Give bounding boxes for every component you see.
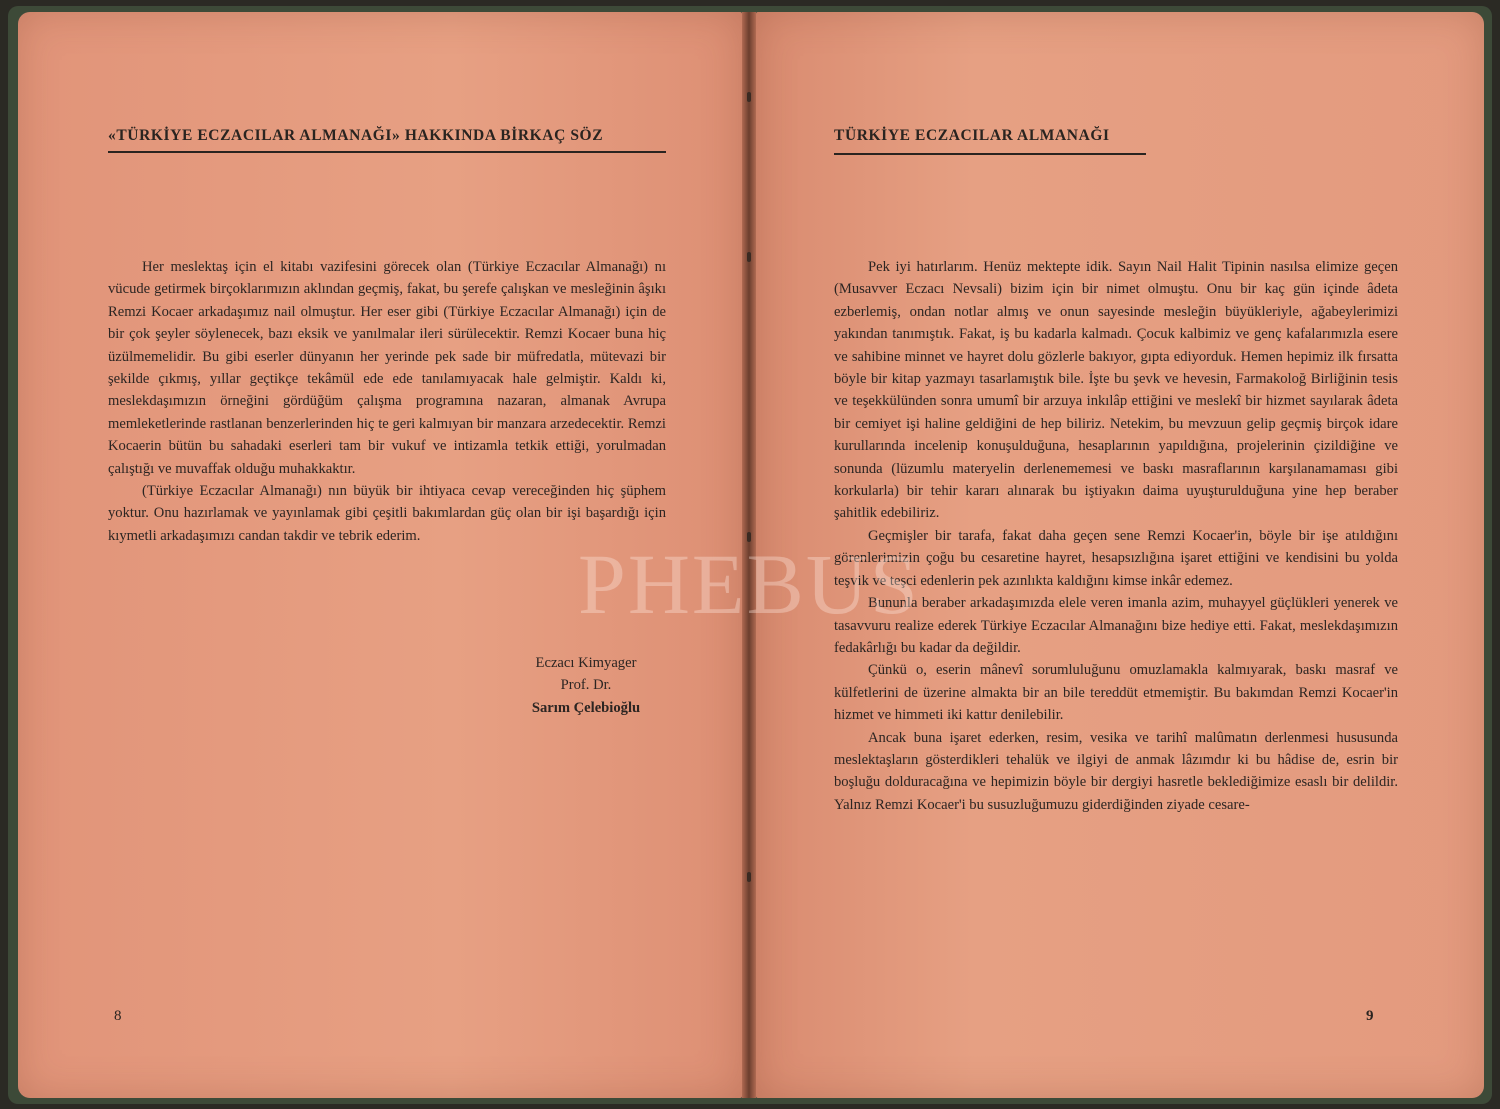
left-paragraph-2: (Türkiye Eczacılar Almanağı) nın büyük bir ihtiyaca cevap vereceğinden hiç şüphem yoktur. Onu hazırlamak ve yayınlamak gibi çeşitli bakımlardan güç olan bir işi başardığı için kıymetli arkadaşımızı candan takdir ve tebrik ederim. — [108, 483, 666, 544]
left-head-rule — [108, 151, 666, 153]
signature-degree: Prof. Dr. — [560, 677, 612, 694]
signature-block — [496, 652, 676, 719]
right-body-text — [834, 256, 1398, 816]
right-head-rule — [834, 153, 1146, 155]
left-page — [18, 12, 742, 1098]
binding-stitch — [747, 532, 751, 542]
phebus-watermark: PHEBUS — [578, 536, 920, 632]
right-paragraph-5: Ancak buna işaret ederken, resim, vesika ve tarihî malûmatın derlenmesi hususunda meslektaşların gösterdikleri tehalük ve ilgiyi de anmak lâzımdır ki bu hâdise de, esrin bir boşluğu dolduracağına ve hepimizin böyle bir dergiyi hasretle beklediğimize esaslı bir delildir. Yalnız Remzi Kocaer'i bu susuzluğumuzu giderdiğinden ziyade cesare- — [834, 729, 1398, 813]
left-paragraph-1: Her meslektaş için el kitabı vazifesini görecek olan (Türkiye Eczacılar Almanağı) nı vücude getirmek birçoklarımızın aklından geçmiş, fakat, bu şerefe çalışkan ve mesleğinin âşıkı Remzi Kocaer arkadaşımız nail olmuştur. Her eser gibi (Türkiye Eczacılar Almanağı) için de bir çok şeyler söylenecek, bazı eksik ve yanılmalar ileri sürülecektir. Remzi Kocaer buna hiç üzülmemelidir. Bu gibi eserler dünyanın her yerinde pek sade bir müfredatla, mütevazi bir şekilde çıkmış, yıllar geçtikçe tekâmül ede ede tanılamıyacak hale gelmiştir. Kaldı ki, meslekdaşımızın örneğini gördüğüm çalışma programına nazaran, almanak Avrupa memleketlerinde rastlanan benzerlerinden hiç te geri kalmıyan bir manzara arzedecektir. Remzi Kocaerin bütün bu sahadaki eserleri tam bir vukuf ve intizamla tetkik ettiği, yorulmadan çalıştığı ve muvaffak olduğu muhakkaktır. — [108, 259, 666, 477]
binding-stitch — [747, 872, 751, 882]
right-running-head: TÜRKİYE ECZACILAR ALMANAĞI — [834, 127, 1110, 144]
binding-stitch — [747, 252, 751, 262]
binding-stitch — [747, 92, 751, 102]
left-body-text — [108, 256, 666, 547]
right-page — [756, 12, 1484, 1098]
signature-title: Eczacı Kimyager — [535, 655, 637, 671]
right-paragraph-3: Bununla beraber arkadaşımızda elele veren imanla azim, muhayyel güçlükleri yenerek ve tasavvuru realize ederek Türkiye Eczacılar Almanağını bize hediye etti. Fakat, meslekdaşımızın fedakârlığı bu kadar da değildir. — [834, 595, 1398, 656]
left-running-head: «TÜRKİYE ECZACILAR ALMANAĞI» HAKKINDA BİRKAÇ SÖZ — [108, 127, 604, 144]
signature-name: Sarım Çelebioğlu — [531, 699, 641, 716]
left-page-number: 8 — [114, 1008, 122, 1024]
book-gutter — [742, 12, 756, 1098]
right-page-number: 9 — [1366, 1008, 1374, 1024]
right-paragraph-1: Pek iyi hatırlarım. Henüz mektepte idik. Sayın Nail Halit Tipinin nasılsa elimize geçen (Musavver Eczacı Nevsali) bizim için bir nimet olmuştu. Onu bir kaç gün içinde âdeta ezberlemiş, ondan notlar almış ve onun sayesinde mesleğin büyükleriyle, ağabeylerimizi yakından tanımıştık. Fakat, iş bu kadarla kalmadı. Çocuk kalbimiz ve genç kafalarımızla esere ve sahibine minnet ve hayret dolu gözlerle bakıyor, gıpta ediyorduk. Hemen hepimiz ilk fırsatta böyle bir kitap yazmayı tasarlamıştık bile. İşte bu şevk ve hevesin, Farmakoloğ Birliğinin tesis ve teşekkülünden sonra umumî bir arzuya inkılâp ettiğini ve meslekî bir hizmet sayılarak âdeta bir cemiyet işi haline geldiğini de hep biliriz. Netekim, bu mevzuun gelip geçmiş birçok idare kurullarında incelenip konuşulduğuna, hesaplarının yapıldığına, projelerinin çizildiğine ve sonunda (lüzumlu materyelin derlenememesi ve baskı masraflarının karşılanamaması gibi korkularla) bir tehir kararı alınarak bu iştiyakın daima uyuşturulduğuna yine hep beraber şahitlik edebiliriz. — [834, 259, 1398, 522]
right-paragraph-2: Geçmişler bir tarafa, fakat daha geçen sene Remzi Kocaer'in, böyle bir işe atıldığını görenlerimizin çoğu bu cesaretine hayret, hesapsızlığına işaret ettiğini ve kendisini bu yolda teşvik ve teşci edenlerin pek azınlıkta kaldığını kimse inkâr edemez. — [834, 527, 1398, 589]
right-paragraph-4: Çünkü o, eserin mânevî sorumluluğunu omuzlamakla kalmıyarak, baskı masraf ve külfetlerini de üzerine almakta bir an bile tereddüt etmemiştir. Bu bakımdan Remzi Kocaer'in hizmet ve himmeti iki kattır denilebilir. — [834, 662, 1398, 724]
